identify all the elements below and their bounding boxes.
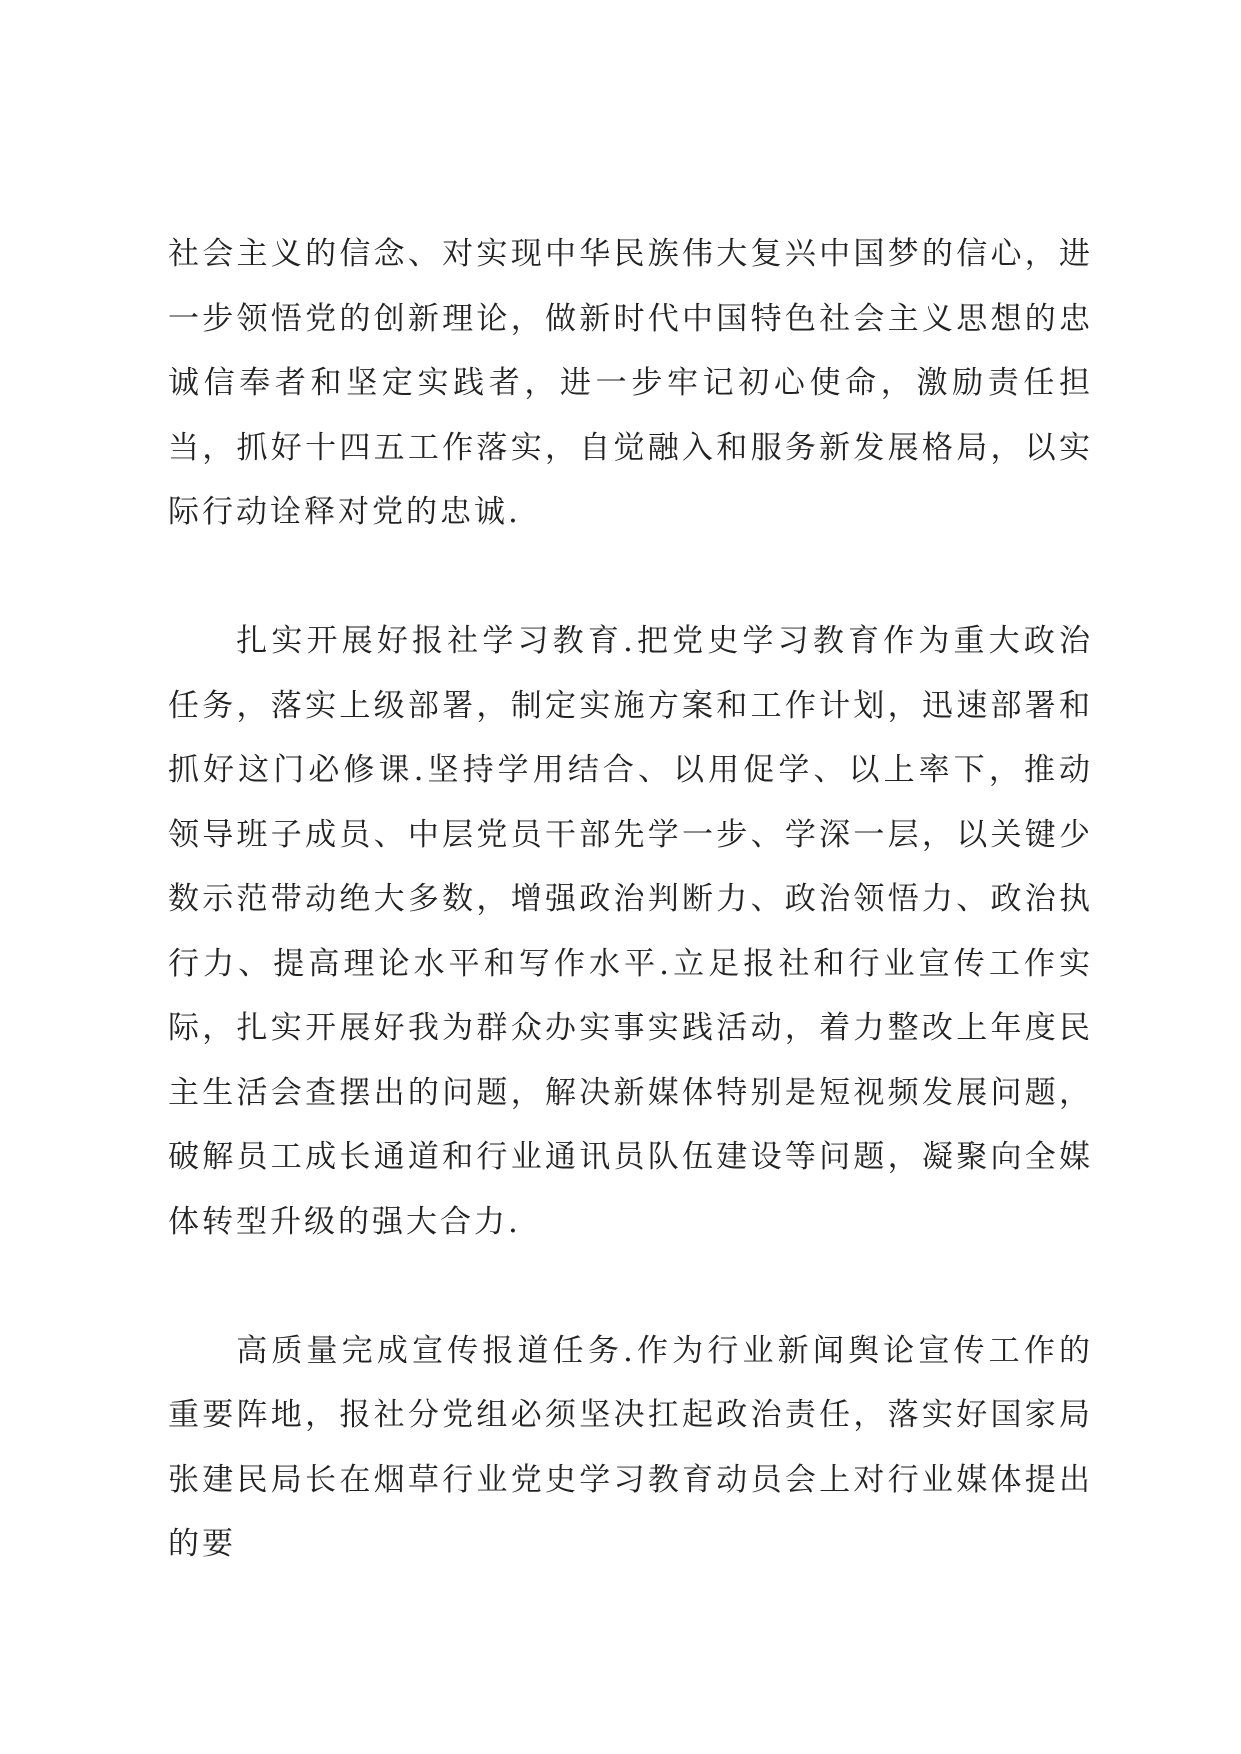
body-text [168, 222, 1093, 1577]
paragraph-newspaper-study: 扎实开展好报社学习教育.把党史学习教育作为重大政治任务，落实上级部署，制定实施方案和工作计划，迅速部署和抓好这门必修课.坚持学用结合、以用促学、以上率下，推动领导班子成员、中层党员干部先学一步、学深一层，以关键少数示范带动绝大多数，增强政治判断力、政治领悟力、政治执行力、提高理论水平和写作水平.立足报社和行业宣传工作实际，扎实开展好我为群众办实事实践活动，着力整改上年度民主生活会查摆出的问题，解决新媒体特别是短视频发展问题，破解员工成长通道和行业通讯员队伍建设等问题，凝聚向全媒体转型升级的强大合力. [168, 623, 1093, 1240]
paragraph-spacer [168, 1254, 1093, 1319]
paragraph-spacer [168, 545, 1093, 610]
paragraph-publicity-task: 高质量完成宣传报道任务.作为行业新闻舆论宣传工作的重要阵地，报社分党组必须坚决扛起政治责任，落实好国家局张建民局长在烟草行业党史学习教育动员会上对行业媒体提出的要 [168, 1332, 1093, 1562]
paragraph-continued: 社会主义的信念、对实现中华民族伟大复兴中国梦的信心，进一步领悟党的创新理论，做新时代中国特色社会主义思想的忠诚信奉者和坚定实践者，进一步牢记初心使命，激励责任担当，抓好十四五工作落实，自觉融入和服务新发展格局，以实际行动诠释对党的忠诚. [168, 236, 1093, 530]
